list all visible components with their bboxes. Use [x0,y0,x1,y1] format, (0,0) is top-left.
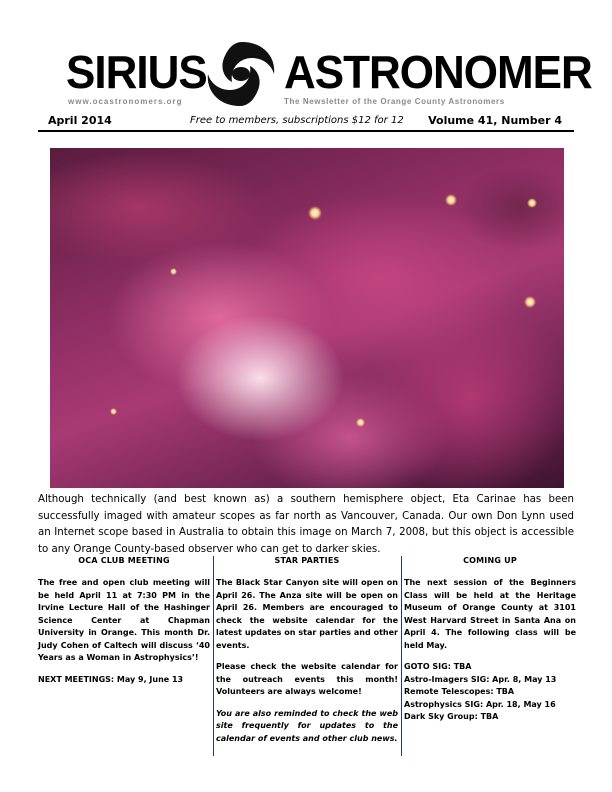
club-meeting-body: The free and open club meeting will be held April 11 at 7:30 PM in the Irvine Lecture Hall of the Hashinger Science Center at Chapman University in Orange. This month Dr. Judy Cohen of Caltech will discuss ‘40 Years as a Woman in Astrophysics’! [38,578,210,662]
sig-list [404,661,576,724]
photo-caption: Although technically (and best known as) a southern hemisphere object, Eta Carinae has been successfully imaged with amateur scopes as far north as Vancouver, Canada. Our own Don Lynn used an Internet scope based in Australia to obtain this image on March 7, 2008, but this object is accessible to any Orange County-based observer who can get to darker skies. [38,494,574,555]
club-meeting-heading: OCA CLUB MEETING [78,556,170,565]
bright-star [356,418,365,427]
coming-up-column [404,556,576,724]
issue-price: Free to members, subscriptions $12 for 12 [190,115,404,126]
sig-item: Astrophysics SIG: Apr. 18, May 16 [404,699,556,709]
issue-volume: Volume 41, Number 4 [428,114,562,127]
bright-star [110,408,117,415]
sig-item: GOTO SIG: TBA [404,662,472,671]
sig-item: Astro-Imagers SIG: Apr. 8, May 13 [404,674,557,684]
bright-star [527,198,537,208]
coming-up-heading: COMING UP [463,556,517,565]
masthead-title-right: ASTRONOMER [284,46,592,99]
next-meetings: NEXT MEETINGS: May 9, June 13 [38,674,184,684]
eta-carinae-nebula-photo [50,148,564,488]
star-parties-body-2: Please check the website calendar for the outreach events this month! Volunteers are always welcome! [216,662,398,696]
column-divider [401,556,402,756]
sig-item: Remote Telescopes: TBA [404,687,515,696]
star-parties-body-1: The Black Star Canyon site will open on April 26. The Anza site will be open on April 26. Members are encouraged to check the website calendar for the latest updates on star parties and other events. [216,578,398,650]
sig-item: Dark Sky Group: TBA [404,712,499,721]
sirius-swirl-logo-icon [202,38,280,110]
coming-up-body: The next session of the Beginners Class will be held at the Heritage Museum of Orange County at 3101 West Harvard Street in Santa Ana on April 4. The following class will be held May. [404,578,576,650]
club-meeting-column [38,556,210,695]
masthead-title-left: SIRIUS [66,46,207,99]
masthead [0,38,612,110]
bright-star [308,206,322,220]
column-divider [213,556,214,756]
star-parties-heading: STAR PARTIES [274,556,340,565]
star-parties-column [216,556,398,754]
masthead-tagline: The Newsletter of the Orange County Astronomers [284,97,505,106]
bright-star [524,296,536,308]
issue-date: April 2014 [48,114,112,127]
star-parties-body-3: You are also reminded to check the web site frequently for updates to the calendar of events and other club news. [216,708,398,743]
bright-star [170,268,177,275]
masthead-url: www.ocastronomers.org [68,97,183,106]
issue-bar [38,112,574,132]
bright-star [445,194,457,206]
